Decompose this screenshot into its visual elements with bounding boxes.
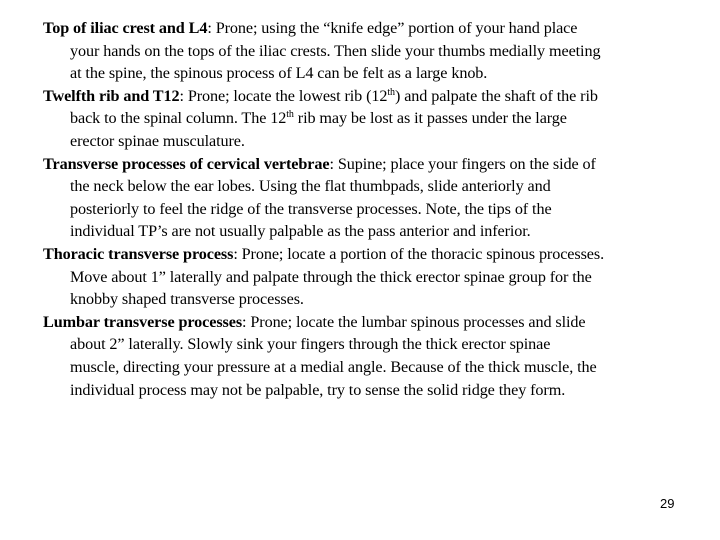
entry-text: : Prone; locate the lumbar spinous processes and slide xyxy=(242,312,586,331)
entry-twelfth-rib-t12 xyxy=(43,85,693,153)
landmark-list xyxy=(43,17,693,401)
entry-term: Twelfth rib and T12 xyxy=(43,86,180,105)
entry-line: your hands on the tops of the iliac crests. Then slide your thumbs medially meeting xyxy=(70,41,601,60)
entry-line xyxy=(43,107,693,130)
entry-text: ) and palpate the shaft of the rib xyxy=(394,86,598,105)
entry-line xyxy=(43,85,693,108)
page-number: 29 xyxy=(660,496,675,511)
entry-thoracic-transverse-process xyxy=(43,243,693,311)
entry-term: Thoracic transverse process xyxy=(43,244,234,263)
entry-line: at the spine, the spinous process of L4 can be felt as a large knob. xyxy=(70,64,488,83)
entry-iliac-crest-l4 xyxy=(43,17,693,85)
entry-line: about 2” laterally. Slowly sink your fingers through the thick erector spinae xyxy=(70,335,551,354)
entry-line xyxy=(43,243,693,266)
entry-text: : Prone; using the “knife edge” portion of your hand place xyxy=(207,19,578,37)
entry-text: back to the spinal column. The 12 xyxy=(70,109,287,128)
entry-line xyxy=(43,153,693,176)
entry-cervical-transverse-processes xyxy=(43,153,693,243)
entry-text: : Prone; locate a portion of the thoracic spinous processes. xyxy=(233,244,605,263)
entry-lumbar-transverse-processes xyxy=(43,311,693,401)
entry-line: knobby shaped transverse processes. xyxy=(70,290,304,309)
entry-text: : Supine; place your fingers on the side of xyxy=(329,154,596,173)
superscript: th xyxy=(286,109,294,121)
entry-line xyxy=(43,311,693,334)
entry-term: Transverse processes of cervical vertebrae xyxy=(43,154,330,173)
entry-text: rib may be lost as it passes under the large xyxy=(293,109,567,128)
entry-text: : Prone; locate the lowest rib (12 xyxy=(179,86,388,105)
entry-line: posteriorly to feel the ridge of the transverse processes. Note, the tips of the xyxy=(70,199,552,218)
entry-line: individual process may not be palpable, try to sense the solid ridge they form. xyxy=(70,380,566,399)
entry-line: individual TP’s are not usually palpable as the pass anterior and inferior. xyxy=(70,222,531,241)
entry-line: muscle, directing your pressure at a medial angle. Because of the thick muscle, the xyxy=(70,357,597,376)
entry-line: Move about 1” laterally and palpate through the thick erector spinae group for the xyxy=(70,267,592,286)
entry-line: erector spinae musculature. xyxy=(70,131,245,150)
superscript: th xyxy=(387,86,395,98)
entry-term: Top of iliac crest and L4 xyxy=(43,19,208,37)
entry-line: the neck below the ear lobes. Using the flat thumbpads, slide anteriorly and xyxy=(70,177,551,196)
entry-line xyxy=(43,17,693,40)
entry-term: Lumbar transverse processes xyxy=(43,312,243,331)
